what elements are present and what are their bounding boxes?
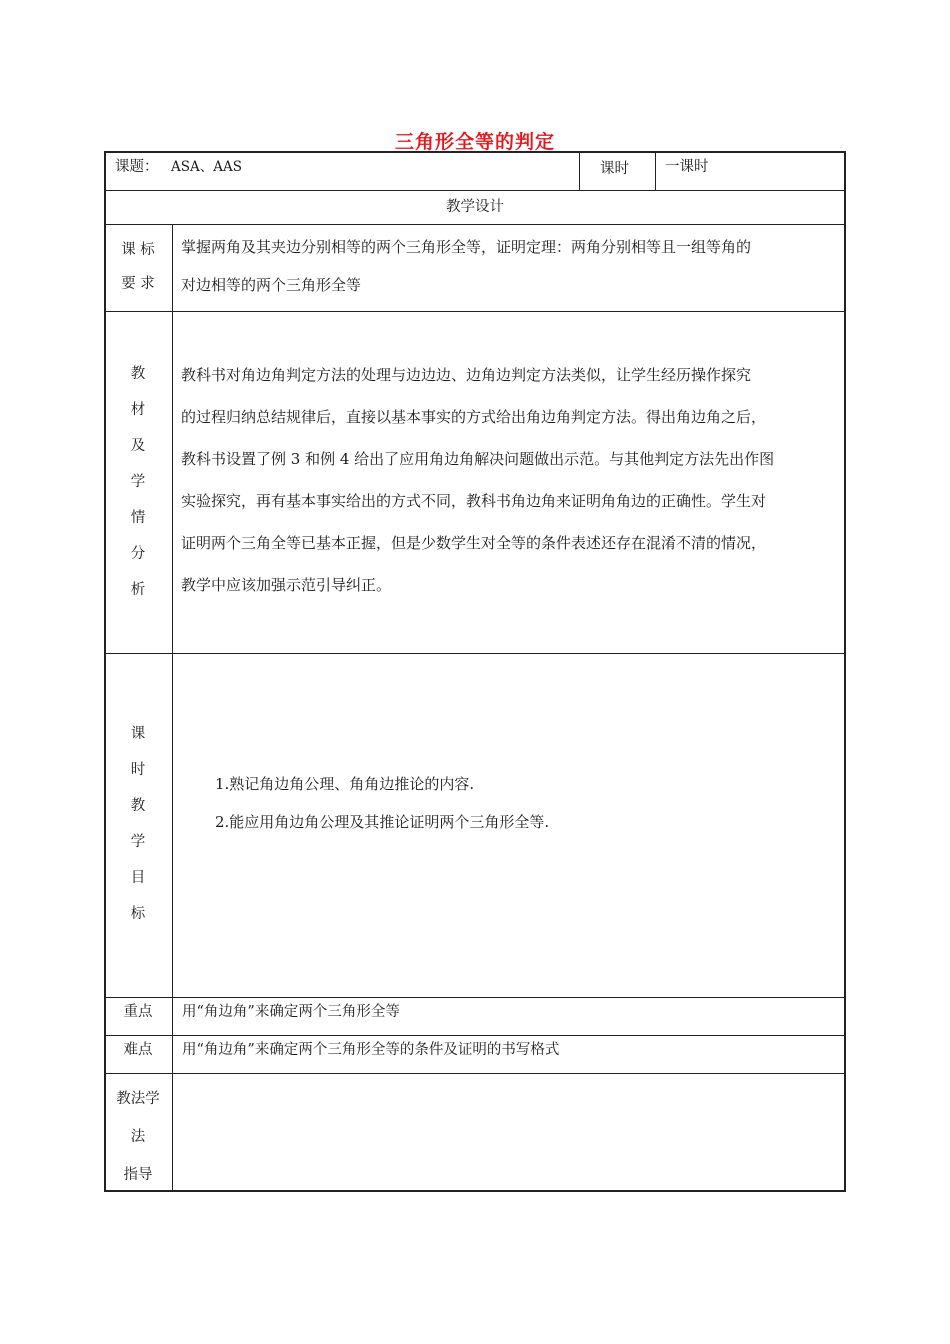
analysis-text [181, 354, 837, 606]
curriculum-text [181, 228, 837, 304]
objective-item: 1.熟记角边角公理、角角边推论的内容. [215, 775, 475, 793]
objectives-label-char: 标 [130, 906, 146, 922]
method-label-line: 指导 [123, 1167, 153, 1183]
method-label-line: 教法学 [116, 1091, 160, 1107]
analysis-label-char: 情 [130, 510, 146, 526]
objectives-list [215, 765, 815, 841]
period-label: 课时 [600, 161, 629, 177]
row-divider [104, 1073, 846, 1074]
analysis-line: 教科书对角边角判定方法的处理与边边边、边角边判定方法类似，让学生经历操作探究 [181, 366, 752, 384]
column-divider [655, 151, 656, 190]
curriculum-line: 对边相等的两个三角形全等 [181, 276, 362, 294]
analysis-line: 教学中应该加强示范引导纠正。 [181, 576, 392, 594]
key-point-label: 重点 [123, 1004, 153, 1020]
analysis-label-char: 材 [130, 402, 146, 418]
method-label-line: 法 [130, 1129, 146, 1145]
row-divider [104, 1035, 846, 1036]
row-divider [104, 224, 846, 225]
column-divider [579, 151, 580, 190]
row-divider [104, 311, 846, 312]
curriculum-label-line: 要 求 [121, 276, 155, 292]
curriculum-line: 掌握两角及其夹边分别相等的两个三角形全等，证明定理：两角分别相等且一组等角的 [181, 238, 752, 256]
analysis-line: 教科书设置了例 3 和例 4 给出了应用角边角解决问题做出示范。与其他判定方法先出作图 [181, 450, 775, 468]
objectives-label-char: 学 [130, 834, 146, 850]
difficulty-text: 用“角边角”来确定两个三角形全等的条件及证明的书写格式 [182, 1042, 560, 1058]
analysis-label-char: 及 [130, 438, 146, 454]
analysis-line: 的过程归纳总结规律后，直接以基本事实的方式给出角边角判定方法。得出角边角之后， [181, 408, 767, 426]
analysis-line: 证明两个三角全等已基本正握，但是少数学生对全等的条件表述还存在混淆不清的情况， [181, 534, 767, 552]
column-divider [172, 224, 173, 1192]
objectives-label-char: 目 [130, 870, 146, 886]
document-title: 三角形全等的判定 [394, 131, 555, 153]
objective-item: 2.能应用角边角公理及其推论证明两个三角形全等. [215, 813, 550, 831]
objectives-label [104, 716, 172, 932]
objectives-label-char: 课 [130, 726, 146, 742]
row-divider [104, 997, 846, 998]
objectives-label-char: 时 [130, 762, 146, 778]
method-label [104, 1080, 172, 1194]
analysis-label-char: 析 [130, 582, 146, 598]
topic-label: 课题： [115, 159, 159, 175]
topic-value: ASA、AAS [171, 159, 242, 175]
section-heading: 教学设计 [446, 199, 504, 215]
analysis-label-char: 教 [130, 366, 146, 382]
curriculum-label-line: 课 标 [121, 242, 155, 258]
objectives-label-char: 教 [130, 798, 146, 814]
key-point-text: 用“角边角”来确定两个三角形全等 [182, 1004, 400, 1020]
difficulty-label: 难点 [123, 1042, 153, 1058]
analysis-label [104, 356, 172, 608]
analysis-line: 实验探究，再有基本事实给出的方式不同，教科书角边角来证明角角边的正确性。学生对 [181, 492, 767, 510]
curriculum-label [104, 233, 172, 301]
row-divider [104, 653, 846, 654]
analysis-label-char: 学 [130, 474, 146, 490]
analysis-label-char: 分 [130, 546, 146, 562]
row-divider [104, 190, 846, 191]
period-value: 一课时 [665, 159, 709, 175]
